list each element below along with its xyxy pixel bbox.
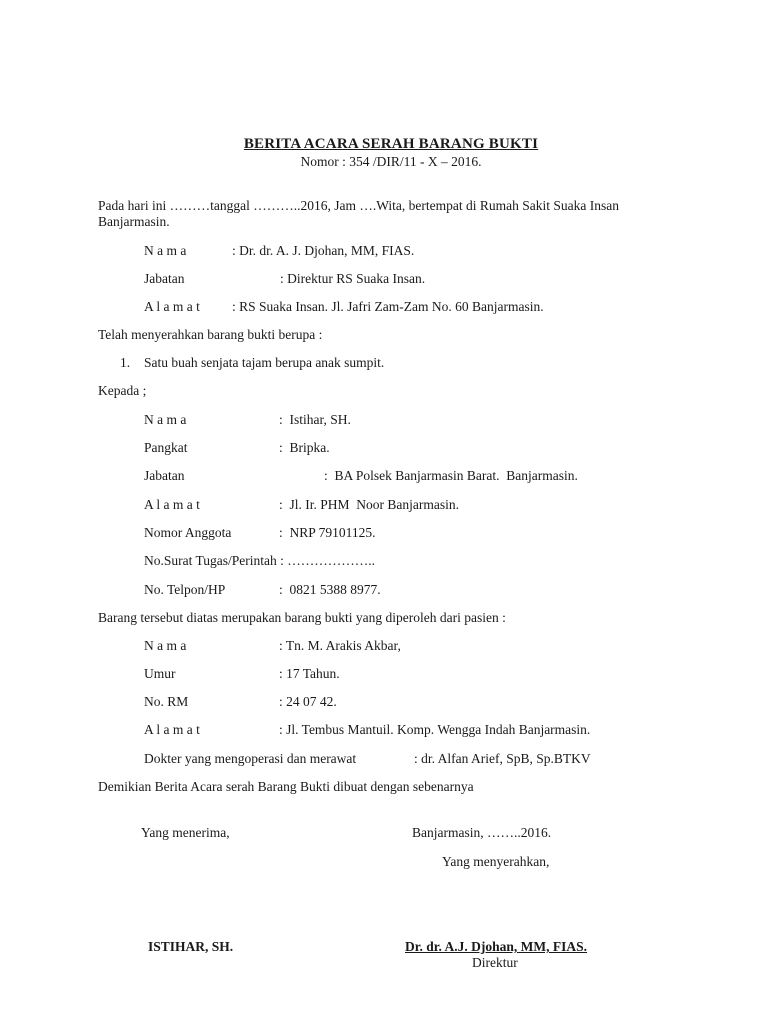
pihak1-alamat-value: : RS Suaka Insan. Jl. Jafri Zam-Zam No. 60 Banjarmasin. — [232, 299, 544, 314]
pihak2-jabatan-value: : BA Polsek Banjarmasin Barat. Banjarmasin. — [324, 468, 578, 483]
intro-line-1: Pada hari ini ………tanggal ………..2016, Jam ….Wita, bertempat di Rumah Sakit Suaka Insan — [98, 198, 619, 213]
pihak2-nama-label: N a m a — [144, 412, 187, 427]
barang-number: 1. — [120, 355, 131, 370]
barang-tersebut: Barang tersebut diatas merupakan barang bukti yang diperoleh dari pasien : — [98, 610, 506, 625]
pihak1-jabatan-value: : Direktur RS Suaka Insan. — [280, 271, 426, 286]
pasien-rm-value: : 24 07 42. — [279, 694, 337, 709]
document-title: BERITA ACARA SERAH BARANG BUKTI — [243, 136, 539, 152]
pihak1-nama-value: : Dr. dr. A. J. Djohan, MM, FIAS. — [232, 243, 415, 258]
pasien-alamat-label: A l a m a t — [144, 722, 200, 737]
pasien-nama-label: N a m a — [144, 638, 187, 653]
pasien-umur-label: Umur — [144, 666, 176, 681]
pasien-nama-value: : Tn. M. Arakis Akbar, — [279, 638, 401, 653]
pihak2-telpon-value: : 0821 5388 8977. — [279, 582, 381, 597]
pihak2-nomor-label: Nomor Anggota — [144, 525, 232, 540]
pihak2-pangkat-value: : Bripka. — [279, 440, 330, 455]
pasien-dokter-label: Dokter yang mengoperasi dan merawat — [144, 751, 357, 766]
pihak2-surat-tugas: No.Surat Tugas/Perintah : ……………….. — [144, 553, 376, 568]
sig-left-heading: Yang menerima, — [141, 825, 230, 840]
pihak2-pangkat-label: Pangkat — [144, 440, 188, 455]
pihak2-alamat-value: : Jl. Ir. PHM Noor Banjarmasin. — [279, 497, 459, 512]
pihak2-nama-value: : Istihar, SH. — [279, 412, 351, 427]
pihak1-jabatan-label: Jabatan — [144, 271, 185, 286]
sig-left-name: ISTIHAR, SH. — [148, 939, 234, 954]
sig-place-date: Banjarmasin, ……..2016. — [412, 825, 552, 840]
sig-right-name: Dr. dr. A.J. Djohan, MM, FIAS. — [405, 939, 588, 954]
sig-right-heading: Yang menyerahkan, — [442, 854, 550, 869]
pasien-umur-value: : 17 Tahun. — [279, 666, 340, 681]
barang-text: Satu buah senjata tajam berupa anak sumpit. — [144, 355, 385, 370]
pasien-dokter-value: : dr. Alfan Arief, SpB, Sp.BTKV — [414, 751, 591, 766]
intro-line-2: Banjarmasin. — [98, 214, 170, 229]
pasien-rm-label: No. RM — [144, 694, 189, 709]
pihak1-nama-label: N a m a — [144, 243, 187, 258]
pihak2-jabatan-label: Jabatan — [144, 468, 185, 483]
document-number: Nomor : 354 /DIR/11 - X – 2016. — [300, 154, 482, 169]
kepada: Kepada ; — [98, 383, 147, 398]
demikian: Demikian Berita Acara serah Barang Bukti dibuat dengan sebenarnya — [98, 779, 474, 794]
pihak2-alamat-label: A l a m a t — [144, 497, 200, 512]
sig-right-position: Direktur — [472, 955, 518, 970]
pihak2-nomor-value: : NRP 79101125. — [279, 525, 376, 540]
pihak1-alamat-label: A l a m a t — [144, 299, 200, 314]
pasien-alamat-value: : Jl. Tembus Mantuil. Komp. Wengga Indah Banjarmasin. — [279, 722, 591, 737]
pihak2-telpon-label: No. Telpon/HP — [144, 582, 226, 597]
telah-menyerahkan: Telah menyerahkan barang bukti berupa : — [98, 327, 323, 342]
